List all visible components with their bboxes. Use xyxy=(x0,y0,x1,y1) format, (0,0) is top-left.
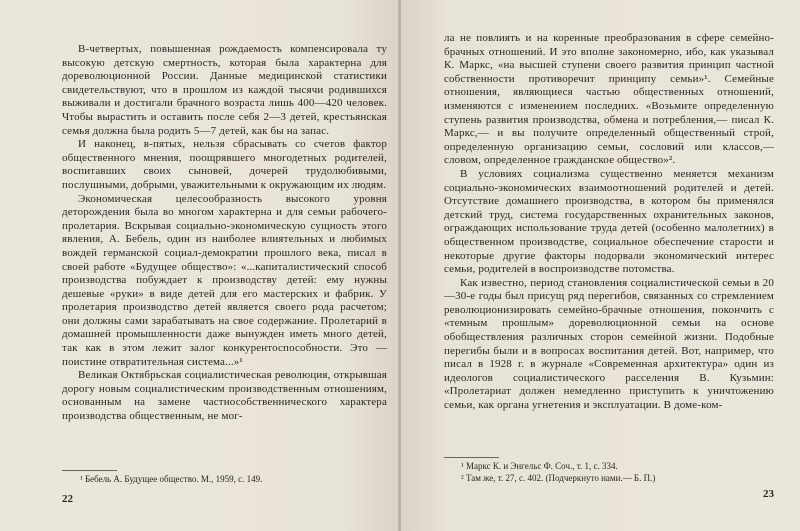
footnote: ¹ Бебель А. Будущее общество. М., 1959, с. 149. xyxy=(80,474,263,484)
left-text-column xyxy=(62,43,387,424)
footnote-divider xyxy=(62,470,117,471)
footnote: ¹ Маркс К. и Энгельс Ф. Соч., т. 1, с. 334. xyxy=(461,461,618,471)
footnote-divider xyxy=(444,457,499,458)
right-page xyxy=(401,0,800,531)
paragraph: ла не повлиять и на коренные преобразования в сфере семейно-брачных отношений. И это вполне закономерно, ибо, как указывал К. Маркс, «на высшей ступени своего развития принцип частной собственности противоречит принципу семьи»¹. Семейные отношения, являющиеся частью общественных отношений, изменяются с изменением последних. «Возьмите определенную ступень развития производства, обмена и потребления,— писал К. Маркс,— и вы получите определенный общественный строй, определенную организацию семьи, сословий или классов,— словом, определенное гражданское общество»². xyxy=(444,32,774,167)
paragraph: Экономическая целесообразность высокого уровня деторождения была во многом характерна и для семьи рабочего-пролетария. Вскрывая социально-экономическую сущность этого явления, А. Бебель, один из наиболее влиятельных и любимых вождей германской социал-демократии прошлого века, писал в своей работе «Будущее общество»: «...капиталистический способ производства побуждает к производству детей: ему нужны дешевые «руки» в виде детей для его мастерских и фабрик. У пролетария производство детей является своего рода расчетом; они должны сами зарабатывать на свое содержание. Пролетарий в домашней промышленности даже вынужден иметь много детей, так как в этом лежит залог конкурентоспособности. Это — поистине отвратительная система...»¹ xyxy=(62,192,387,368)
paragraph: Как известно, период становления социалистической семьи в 20—30-е годы был присущ ряд перегибов, связанных со стремлением революционизировать семейно-брачные отношения, покончить с «темным прошлым» дореволюционной семьи на основе обобществления различных сторон семейной жизни. Подобные перегибы были и в вопросах воспитания детей. Вот, например, что писал в 1928 г. в журнале «Современная архитектура» один из идеологов социалистического расселения В. Кузьмин: «Пролетариат должен немедленно приступить к уничтожению семьи, как органа угнетения и эксплуатации. В доме-ком- xyxy=(444,276,774,412)
footnotes xyxy=(461,461,781,484)
footnote: ² Там же, т. 27, с. 402. (Подчеркнуто нами.— Б. П.) xyxy=(461,472,656,483)
footnotes xyxy=(80,474,380,486)
right-text-column xyxy=(444,32,774,413)
paragraph: В условиях социализма существенно меняется механизм социально-экономических взаимоотношений родителей и детей. Отсутствие домашнего производства, в котором бы применялся детский труд, система государственных охранительных законов, ограждающих использование труда детей (особенно малолетних) в общественном производстве, социальное обеспечение старости и некоторые другие факторы подорвали экономический интерес семьи, родителей в воспроизводстве потомства. xyxy=(444,167,774,276)
paragraph: Великая Октябрьская социалистическая революция, открывшая дорогу новым социалистическим производственным отношениям, основанным на замене частнособственнического характера производства общественным, не мог- xyxy=(62,369,387,423)
page-number: 22 xyxy=(62,493,73,505)
left-page xyxy=(0,0,399,531)
paragraph: В-четвертых, повышенная рождаемость компенсировала ту высокую детскую смертность, которая была характерна для дореволюционной России. Данные медицинской статистики свидетельствуют, что в прошлом из каждой тысячи родившихся выживали и достигали брачного возраста лишь 400—420 человек. Чтобы вырастить и оставить после себя 2—3 детей, крестьянская семья должна была родить 5—7 детей, как бы на запас. xyxy=(62,43,387,137)
page-number: 23 xyxy=(763,488,774,500)
paragraph: И наконец, в-пятых, нельзя сбрасывать со счетов фактор общественного мнения, поощрявшего многодетных родителей, воспитавших своих сыновей, дочерей трудолюбивыми, послушными, добрыми, уважительными к окружающим их людям. xyxy=(62,138,387,191)
